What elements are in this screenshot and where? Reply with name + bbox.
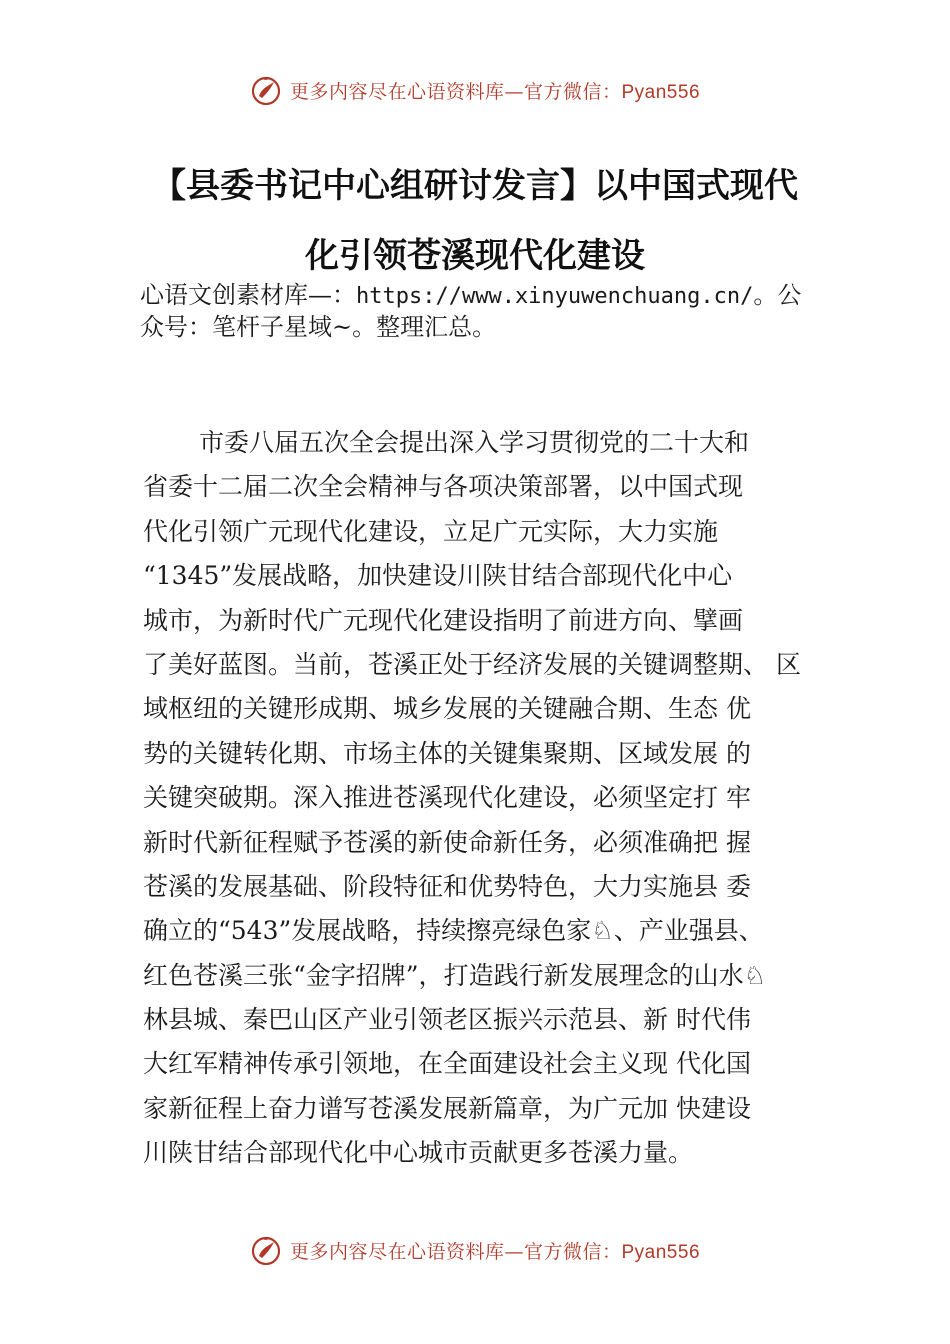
body-line: 大红军精神传承引领地，在全面建设社会主义现 代化国: [143, 1049, 751, 1079]
source-suffix: 。公: [753, 281, 802, 309]
body-line: 林县城、秦巴山区产业引领老区振兴示范县、新 时代伟: [143, 1005, 751, 1035]
wechat-id: Pyan556: [621, 1241, 701, 1263]
body-line: 川陕甘结合部现代化中心城市贡献更多苍溪力量。: [143, 1138, 694, 1168]
source-note: [140, 280, 840, 342]
banner-text: 更多内容尽在心语资料库—官方微信：Pyan556: [289, 1240, 701, 1263]
source-prefix: 心语文创素材库—：: [140, 281, 356, 309]
body-line: 了美好蓝图。当前，苍溪正处于经济发展的关键调整期、 区: [143, 649, 801, 679]
body-line: 苍溪的发展基础、阶段特征和优势特色，大力实施县 委: [143, 871, 751, 901]
page-title-line-1: 【县委书记中心组研讨发言】以中国式现代: [152, 166, 798, 206]
wechat-id: Pyan556: [621, 81, 701, 103]
flame-logo-icon: [250, 1234, 282, 1266]
page-title-line-2: 化引领苍溪现代化建设: [305, 236, 645, 276]
body-line: 域枢纽的关键形成期、城乡发展的关键融合期、生态 优: [143, 694, 751, 724]
body-line: 代化引领广元现代化建设，立足广元实际，大力实施: [143, 516, 719, 546]
body-line: 城市，为新时代广元现代化建设指明了前进方向、擘画: [143, 605, 744, 635]
flame-logo-icon: [250, 74, 282, 106]
body-line: 红色苍溪三张“金字招牌”，打造践行新发展理念的山水♘: [143, 960, 766, 990]
body-line: 关键突破期。深入推进苍溪现代化建设，必须坚定打 牢: [143, 783, 751, 813]
body-line: 省委十二届二次全会精神与各项决策部署，以中国式现: [143, 472, 744, 502]
source-line-2: 众号：笔杆子星域~。整理汇总。: [140, 313, 497, 341]
body-paragraph: [143, 421, 833, 1176]
body-line: “1345”发展战略，加快建设川陕甘结合部现代化中心: [143, 561, 733, 591]
body-line: 确立的“543”发展战略，持续擦亮绿色家♘、产业强县、: [143, 916, 764, 946]
body-line: 势的关键转化期、市场主体的关键集聚期、区域发展 的: [143, 738, 751, 768]
banner-text: 更多内容尽在心语资料库—官方微信：Pyan556: [289, 80, 701, 103]
body-line: 新时代新征程赋予苍溪的新使命新任务，必须准确把 握: [143, 827, 751, 857]
top-banner: [0, 74, 950, 106]
body-line: 家新征程上奋力谱写苍溪发展新篇章，为广元加 快建设: [143, 1093, 751, 1123]
body-line: 市委八届五次全会提出深入学习贯彻党的二十大和: [199, 428, 750, 457]
source-url[interactable]: https://www.xinyuwenchuang.cn/: [356, 284, 754, 309]
bottom-banner: [0, 1234, 950, 1266]
